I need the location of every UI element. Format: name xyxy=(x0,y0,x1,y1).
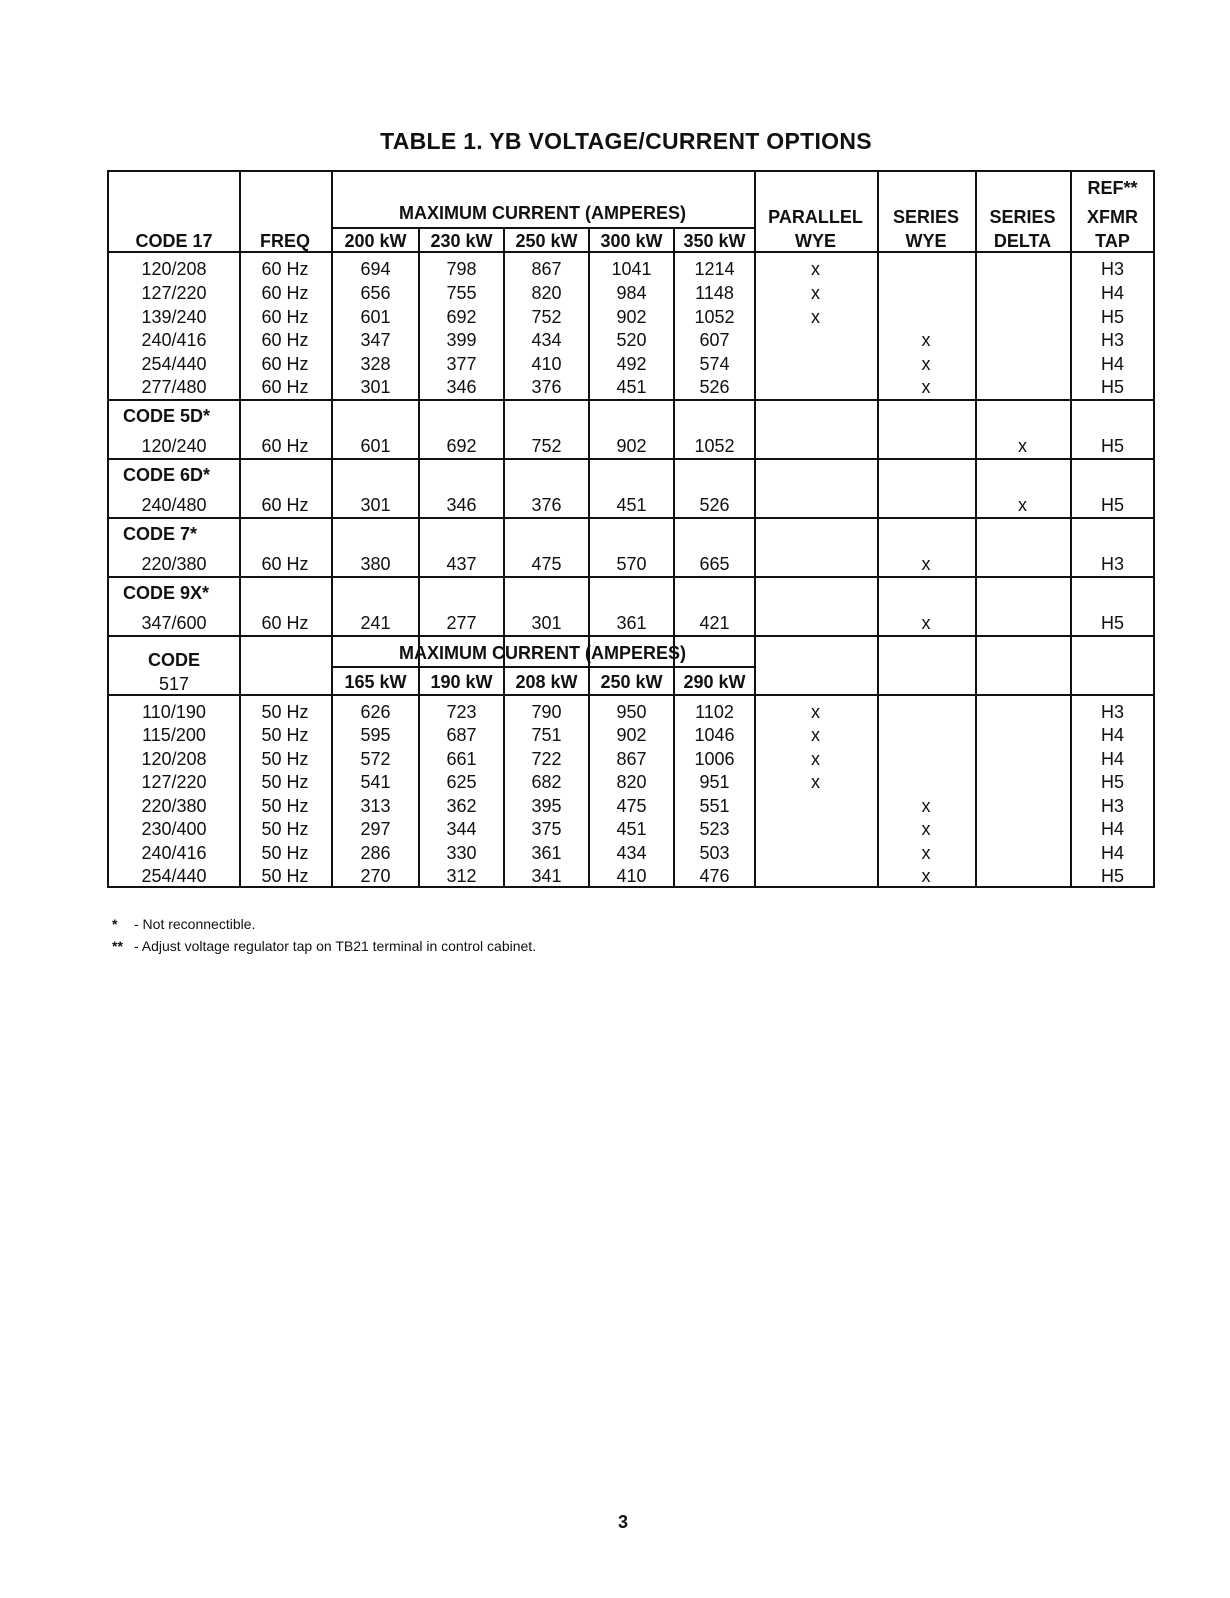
current-cell: 984 xyxy=(616,283,647,303)
current-cell: 344 xyxy=(446,819,477,839)
tap-cell: H3 xyxy=(1100,702,1124,722)
current-cell: 362 xyxy=(446,796,477,816)
current-cell: 361 xyxy=(531,843,562,863)
current-cell: 722 xyxy=(531,749,562,769)
header-kw: 290 kW xyxy=(683,672,746,692)
current-cell: 301 xyxy=(360,495,391,515)
current-cell: 656 xyxy=(360,283,391,303)
current-cell: 301 xyxy=(531,613,562,633)
header-kw: 250 kW xyxy=(600,672,663,692)
tap-cell: H5 xyxy=(1100,307,1124,327)
current-cell: 475 xyxy=(531,554,562,574)
voltage-cell: 110/190 xyxy=(142,702,206,722)
current-cell: 313 xyxy=(360,796,391,816)
current-cell: 755 xyxy=(446,283,477,303)
freq-cell: 60 Hz xyxy=(261,495,309,515)
tap-cell: H5 xyxy=(1100,772,1124,792)
current-cell: 451 xyxy=(616,495,647,515)
series-wye-cell: x xyxy=(921,613,931,633)
current-cell: 752 xyxy=(531,436,562,456)
parallel-wye-cell xyxy=(754,435,877,457)
current-cell: 752 xyxy=(531,307,562,327)
freq-cell: 50 Hz xyxy=(261,819,309,839)
current-cell: 601 xyxy=(360,436,391,456)
current-cell: 437 xyxy=(446,554,477,574)
freq-cell: 60 Hz xyxy=(261,354,309,374)
current-cell: 346 xyxy=(446,377,477,397)
current-cell: 434 xyxy=(616,843,647,863)
current-cell: 1102 xyxy=(695,702,734,722)
parallel-wye-cell xyxy=(754,353,877,375)
parallel-wye-cell xyxy=(754,553,877,575)
tap-cell: H4 xyxy=(1100,819,1124,839)
freq-cell: 50 Hz xyxy=(261,796,309,816)
series-wye-cell: x xyxy=(921,843,931,863)
header-kw: 300 kW xyxy=(600,231,663,251)
footnote-mark: ** xyxy=(112,938,123,954)
current-cell: 270 xyxy=(360,866,391,886)
header-kw: 165 kW xyxy=(344,672,407,692)
current-cell: 902 xyxy=(616,436,647,456)
series-wye-cell: x xyxy=(921,354,931,374)
voltage-cell: 120/208 xyxy=(141,749,207,769)
voltage-cell: 120/240 xyxy=(141,436,207,456)
voltage-cell: 240/416 xyxy=(141,330,207,350)
series-delta-cell xyxy=(975,701,1070,723)
series-wye-cell xyxy=(877,771,975,793)
current-cell: 1052 xyxy=(694,307,735,327)
freq-cell: 60 Hz xyxy=(261,613,309,633)
current-cell: 626 xyxy=(360,702,391,722)
current-cell: 328 xyxy=(360,354,391,374)
current-cell: 950 xyxy=(616,702,647,722)
header-kw: 350 kW xyxy=(683,231,746,251)
series-delta-cell xyxy=(975,376,1070,398)
current-cell: 330 xyxy=(446,843,477,863)
current-cell: 661 xyxy=(446,749,477,769)
tap-cell: H4 xyxy=(1100,283,1124,303)
current-cell: 902 xyxy=(616,307,647,327)
series-delta-cell xyxy=(975,306,1070,328)
tap-cell: H3 xyxy=(1100,330,1124,350)
series-wye-cell: x xyxy=(921,377,931,397)
current-cell: 526 xyxy=(699,377,730,397)
freq-cell: 60 Hz xyxy=(261,259,309,279)
code-group-label: CODE 6D* xyxy=(123,465,211,485)
current-cell: 551 xyxy=(699,796,730,816)
current-cell: 297 xyxy=(360,819,391,839)
current-cell: 798 xyxy=(446,259,477,279)
current-cell: 625 xyxy=(446,772,477,792)
voltage-current-table xyxy=(107,170,1155,888)
code-group-label: CODE 9X* xyxy=(123,583,210,603)
series-wye-cell xyxy=(877,701,975,723)
series-wye-cell xyxy=(877,748,975,770)
current-cell: 570 xyxy=(616,554,647,574)
current-cell: 1148 xyxy=(695,283,734,303)
page-number: 3 xyxy=(617,1512,628,1532)
current-cell: 1046 xyxy=(694,725,735,745)
tap-cell: H4 xyxy=(1100,725,1124,745)
parallel-wye-cell: x xyxy=(811,702,820,722)
current-cell: 503 xyxy=(699,843,730,863)
current-cell: 451 xyxy=(616,377,647,397)
current-cell: 665 xyxy=(699,554,730,574)
current-cell: 451 xyxy=(616,819,647,839)
parallel-wye-cell xyxy=(754,795,877,817)
header-max-current: MAXIMUM CURRENT (AMPERES) xyxy=(399,203,686,223)
current-cell: 951 xyxy=(699,772,730,792)
tap-cell: H4 xyxy=(1100,843,1124,863)
current-cell: 301 xyxy=(360,377,391,397)
current-cell: 867 xyxy=(616,749,647,769)
freq-cell: 50 Hz xyxy=(261,725,309,745)
current-cell: 377 xyxy=(446,354,477,374)
freq-cell: 60 Hz xyxy=(261,377,309,397)
header-parallel-wye: WYE xyxy=(794,231,836,251)
voltage-cell: 254/440 xyxy=(141,866,207,886)
footnote-text: - Not reconnectible. xyxy=(134,916,256,932)
freq-cell: 60 Hz xyxy=(261,554,309,574)
header-kw: 200 kW xyxy=(344,231,407,251)
series-wye-cell xyxy=(877,306,975,328)
series-wye-cell xyxy=(877,282,975,304)
series-wye-cell: x xyxy=(921,819,931,839)
freq-cell: 60 Hz xyxy=(261,307,309,327)
series-wye-cell xyxy=(877,724,975,746)
current-cell: 376 xyxy=(531,377,562,397)
current-cell: 1006 xyxy=(694,749,735,769)
parallel-wye-cell: x xyxy=(811,259,820,279)
parallel-wye-cell xyxy=(754,329,877,351)
header-kw: 190 kW xyxy=(430,672,493,692)
header-parallel: PARALLEL xyxy=(768,207,863,227)
current-cell: 421 xyxy=(699,613,730,633)
voltage-cell: 277/480 xyxy=(141,377,207,397)
current-cell: 790 xyxy=(531,702,562,722)
freq-cell: 60 Hz xyxy=(261,330,309,350)
row-divider xyxy=(109,458,1153,460)
current-cell: 526 xyxy=(699,495,730,515)
header-series-delta-2: DELTA xyxy=(993,231,1052,251)
header-code: CODE 17 xyxy=(135,231,213,251)
parallel-wye-cell xyxy=(754,612,877,634)
tap-cell: H3 xyxy=(1100,259,1124,279)
series-delta-cell xyxy=(975,724,1070,746)
freq-cell: 50 Hz xyxy=(261,749,309,769)
current-cell: 1041 xyxy=(611,259,652,279)
parallel-wye-cell xyxy=(754,842,877,864)
table-title: TABLE 1. YB VOLTAGE/CURRENT OPTIONS xyxy=(380,128,872,154)
code-group-label: CODE 7* xyxy=(123,524,198,544)
current-cell: 341 xyxy=(531,866,562,886)
footnote xyxy=(112,935,536,957)
row-divider xyxy=(331,666,754,668)
row-divider xyxy=(109,576,1153,578)
tap-cell: H4 xyxy=(1100,749,1124,769)
tap-cell: H5 xyxy=(1100,613,1124,633)
current-cell: 820 xyxy=(616,772,647,792)
current-cell: 694 xyxy=(360,259,391,279)
row-divider xyxy=(109,635,1153,637)
current-cell: 434 xyxy=(531,330,562,350)
current-cell: 277 xyxy=(446,613,477,633)
header-ref-tap: TAP xyxy=(1095,231,1130,251)
header-ref: REF** xyxy=(1087,178,1138,198)
voltage-cell: 220/380 xyxy=(141,796,207,816)
current-cell: 723 xyxy=(446,702,477,722)
current-cell: 1214 xyxy=(694,259,735,279)
parallel-wye-cell xyxy=(754,818,877,840)
tap-cell: H5 xyxy=(1100,495,1124,515)
current-cell: 692 xyxy=(446,307,477,327)
voltage-cell: 254/440 xyxy=(141,354,207,374)
code517-max-current: MAXIMUM CURRENT (AMPERES) xyxy=(399,643,686,663)
voltage-cell: 115/200 xyxy=(142,725,206,745)
tap-cell: H5 xyxy=(1100,866,1124,886)
voltage-cell: 240/480 xyxy=(141,495,207,515)
voltage-cell: 120/208 xyxy=(141,259,207,279)
parallel-wye-cell: x xyxy=(811,307,820,327)
current-cell: 867 xyxy=(531,259,562,279)
series-delta-cell: x xyxy=(1018,436,1027,456)
current-cell: 687 xyxy=(446,725,477,745)
freq-cell: 60 Hz xyxy=(261,283,309,303)
series-delta-cell xyxy=(975,818,1070,840)
parallel-wye-cell: x xyxy=(811,749,820,769)
current-cell: 375 xyxy=(531,819,562,839)
current-cell: 541 xyxy=(360,772,391,792)
current-cell: 751 xyxy=(531,725,562,745)
row-divider xyxy=(109,694,1153,696)
tap-cell: H5 xyxy=(1100,377,1124,397)
voltage-cell: 127/220 xyxy=(141,772,207,792)
freq-cell: 50 Hz xyxy=(261,843,309,863)
current-cell: 410 xyxy=(531,354,562,374)
voltage-cell: 347/600 xyxy=(141,613,207,633)
header-kw: 230 kW xyxy=(430,231,493,251)
current-cell: 241 xyxy=(360,613,391,633)
current-cell: 475 xyxy=(616,796,647,816)
series-delta-cell xyxy=(975,258,1070,280)
series-wye-cell: x xyxy=(921,866,931,886)
series-delta-cell xyxy=(975,553,1070,575)
series-delta-cell xyxy=(975,748,1070,770)
current-cell: 376 xyxy=(531,495,562,515)
series-delta-cell xyxy=(975,865,1070,887)
current-cell: 476 xyxy=(699,866,730,886)
freq-cell: 60 Hz xyxy=(261,436,309,456)
series-delta-cell xyxy=(975,282,1070,304)
header-ref-xfmr: XFMR xyxy=(1087,207,1138,227)
series-delta-cell xyxy=(975,771,1070,793)
footnotes xyxy=(112,913,536,957)
series-delta-cell xyxy=(975,329,1070,351)
voltage-cell: 127/220 xyxy=(141,283,207,303)
parallel-wye-cell xyxy=(754,865,877,887)
code517-number: 517 xyxy=(158,674,190,694)
series-wye-cell: x xyxy=(921,796,931,816)
current-cell: 607 xyxy=(699,330,730,350)
current-cell: 820 xyxy=(531,283,562,303)
current-cell: 347 xyxy=(360,330,391,350)
current-cell: 492 xyxy=(616,354,647,374)
series-delta-cell xyxy=(975,612,1070,634)
row-divider xyxy=(109,399,1153,401)
series-wye-cell: x xyxy=(921,554,931,574)
freq-cell: 50 Hz xyxy=(261,702,309,722)
header-series-delta: SERIES xyxy=(989,207,1056,227)
tap-cell: H5 xyxy=(1100,436,1124,456)
series-wye-cell: x xyxy=(921,330,931,350)
header-series-wye-2: WYE xyxy=(905,231,947,251)
code-group-label: CODE 5D* xyxy=(123,406,211,426)
voltage-cell: 240/416 xyxy=(141,843,207,863)
parallel-wye-cell xyxy=(754,376,877,398)
current-cell: 692 xyxy=(446,436,477,456)
current-cell: 595 xyxy=(360,725,391,745)
current-cell: 286 xyxy=(360,843,391,863)
parallel-wye-cell: x xyxy=(811,725,820,745)
code517-label: CODE xyxy=(147,650,200,670)
row-divider xyxy=(331,227,754,229)
footnote xyxy=(112,913,536,935)
series-wye-cell xyxy=(877,258,975,280)
current-cell: 361 xyxy=(616,613,647,633)
tap-cell: H3 xyxy=(1100,554,1124,574)
footnote-text: - Adjust voltage regulator tap on TB21 terminal in control cabinet. xyxy=(134,938,537,954)
freq-cell: 50 Hz xyxy=(261,866,309,886)
current-cell: 1052 xyxy=(694,436,735,456)
voltage-cell: 139/240 xyxy=(141,307,207,327)
current-cell: 682 xyxy=(531,772,562,792)
current-cell: 346 xyxy=(446,495,477,515)
series-wye-cell xyxy=(877,494,975,516)
freq-cell: 50 Hz xyxy=(261,772,309,792)
header-kw: 250 kW xyxy=(515,231,578,251)
parallel-wye-cell: x xyxy=(811,772,820,792)
footnote-mark: * xyxy=(112,916,118,932)
header-kw: 208 kW xyxy=(515,672,578,692)
parallel-wye-cell: x xyxy=(811,283,820,303)
current-cell: 572 xyxy=(360,749,391,769)
row-divider xyxy=(109,517,1153,519)
header-freq: FREQ xyxy=(259,231,310,251)
current-cell: 380 xyxy=(360,554,391,574)
series-delta-cell xyxy=(975,353,1070,375)
current-cell: 601 xyxy=(360,307,391,327)
series-delta-cell xyxy=(975,842,1070,864)
current-cell: 410 xyxy=(616,866,647,886)
voltage-cell: 230/400 xyxy=(141,819,207,839)
current-cell: 399 xyxy=(446,330,477,350)
series-delta-cell xyxy=(975,795,1070,817)
current-cell: 902 xyxy=(616,725,647,745)
current-cell: 312 xyxy=(446,866,477,886)
series-delta-cell: x xyxy=(1018,495,1027,515)
tap-cell: H3 xyxy=(1100,796,1124,816)
header-series-wye: SERIES xyxy=(892,207,960,227)
current-cell: 520 xyxy=(616,330,647,350)
current-cell: 574 xyxy=(699,354,730,374)
parallel-wye-cell xyxy=(754,494,877,516)
tap-cell: H4 xyxy=(1100,354,1124,374)
series-wye-cell xyxy=(877,435,975,457)
current-cell: 395 xyxy=(531,796,562,816)
voltage-cell: 220/380 xyxy=(141,554,207,574)
current-cell: 523 xyxy=(699,819,730,839)
